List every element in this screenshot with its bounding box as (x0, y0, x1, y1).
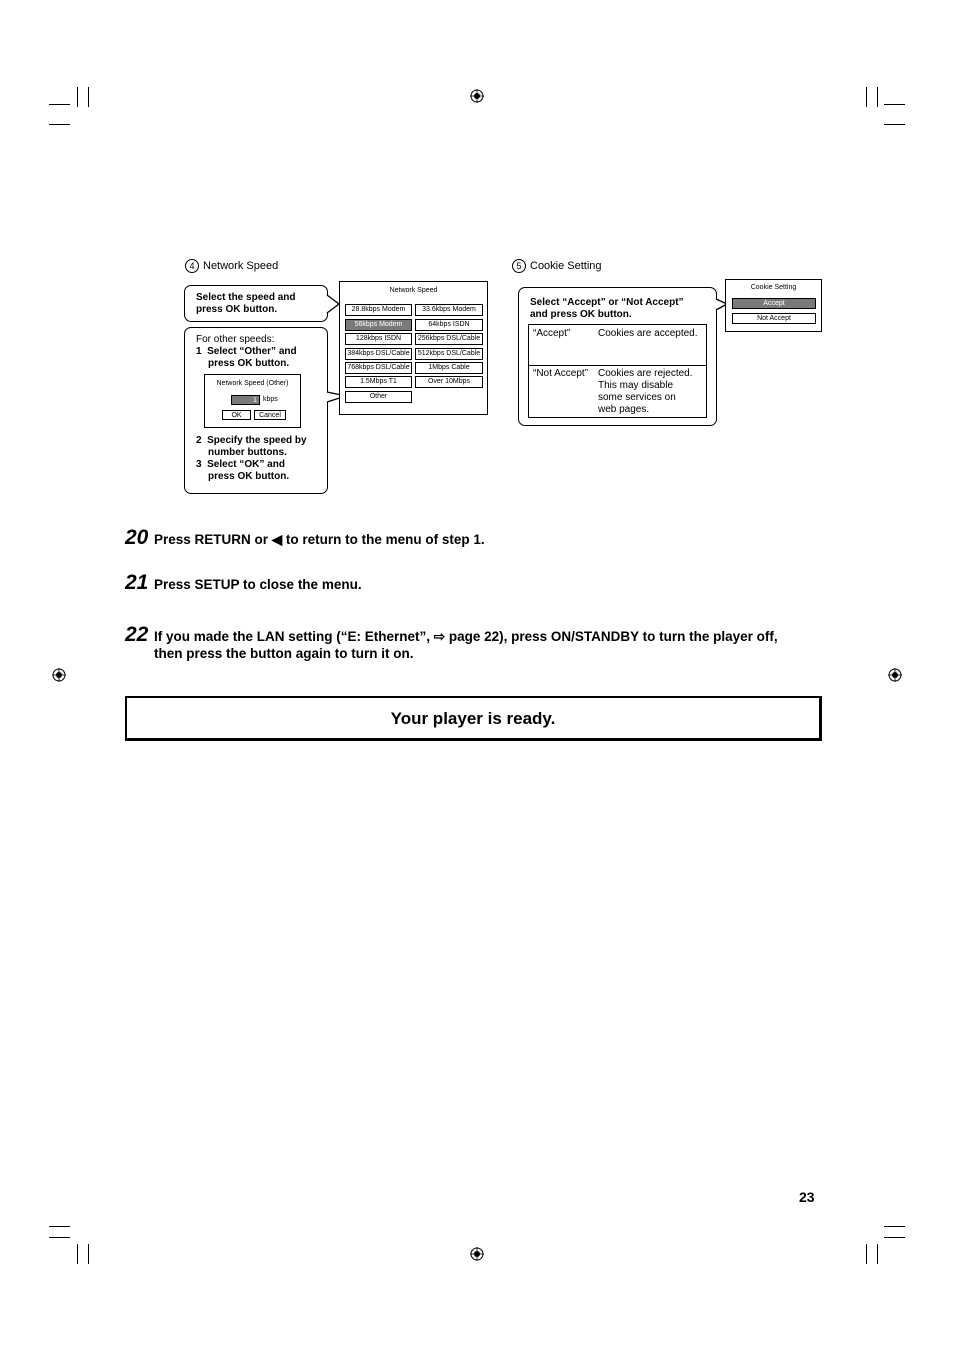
cookie-option-desc: web pages. (598, 404, 650, 415)
registration-mark-icon (470, 89, 484, 103)
step-instruction: Press SETUP to close the menu. (154, 577, 362, 592)
speed-option[interactable]: 512kbps DSL/Cable (415, 348, 483, 360)
speed-value-input[interactable]: 1 (231, 395, 260, 405)
instruction-text: Select “Other” and (207, 346, 297, 357)
speed-unit-label: kbps (263, 396, 278, 403)
registration-mark-icon (888, 668, 902, 682)
instruction-number: 2 (196, 435, 202, 446)
speed-option[interactable]: 256kbps DSL/Cable (415, 333, 483, 345)
instruction-text: press OK button. (208, 471, 290, 482)
cancel-button[interactable]: Cancel (254, 410, 286, 420)
cookie-setting-callout (518, 287, 717, 426)
callout-line: press OK button. (196, 304, 278, 315)
table-row (529, 365, 706, 419)
instruction-text: Specify the speed by (207, 435, 307, 446)
section-cookie-setting-heading (512, 259, 602, 273)
ready-banner-text: Your player is ready. (390, 709, 556, 728)
callout-line: and press OK button. (530, 309, 632, 320)
cookie-option-desc: some services on (598, 392, 676, 403)
speed-option[interactable]: 768kbps DSL/Cable (345, 362, 412, 374)
speed-option[interactable]: 1.5Mbps T1 (345, 376, 412, 388)
network-speed-other-dialog (204, 374, 301, 428)
screen-title: Cookie Setting (750, 284, 797, 291)
step-number: 20 (125, 526, 149, 549)
speed-option-other[interactable]: Other (345, 391, 412, 403)
instruction-number: 1 (196, 346, 202, 357)
step-number: 21 (125, 571, 149, 594)
ready-banner (125, 696, 822, 741)
speed-option[interactable]: 384kbps DSL/Cable (345, 348, 412, 360)
instruction-text: number buttons. (208, 447, 287, 458)
cookie-setting-menu-screen (725, 279, 822, 332)
step-instruction-line: then press the button again to turn it on. (154, 646, 414, 661)
instruction-text: Select “OK” and (207, 459, 285, 470)
cookie-option-name: “Accept” (533, 328, 571, 339)
callout-line: Select “Accept” or “Not Accept” (530, 297, 684, 308)
network-speed-menu-screen (339, 281, 488, 415)
registration-mark-icon (52, 668, 66, 682)
speed-option-selected[interactable]: 56kbps Modem (345, 319, 412, 331)
section-network-speed-heading (185, 259, 278, 273)
instruction-number: 3 (196, 459, 202, 470)
step-number-badge: 5 (512, 259, 526, 273)
speed-option[interactable]: Over 10Mbps (415, 376, 483, 388)
select-speed-callout (184, 285, 328, 322)
step-instruction: Press RETURN or ◀ to return to the menu of step 1. (154, 532, 485, 547)
dialog-title: Network Speed (Other) (216, 380, 289, 387)
other-speeds-callout (184, 327, 328, 494)
cookie-option-desc: Cookies are rejected. (598, 368, 693, 379)
cookie-option-desc: Cookies are accepted. (598, 328, 698, 339)
cookie-option-not-accept[interactable]: Not Accept (732, 313, 816, 324)
section-title: Network Speed (203, 260, 279, 272)
table-row (529, 325, 706, 365)
step-number: 22 (125, 623, 149, 646)
step-instruction (154, 628, 834, 662)
speed-option[interactable]: 1Mbps Cable (415, 362, 483, 374)
instruction-text: press OK button. (208, 358, 290, 369)
cookie-option-name: “Not Accept” (533, 368, 589, 379)
cookie-option-desc: This may disable (598, 380, 674, 391)
step-number-badge: 4 (185, 259, 199, 273)
speed-option[interactable]: 64kbps ISDN (415, 319, 483, 331)
callout-line: Select the speed and (196, 292, 296, 303)
speed-option[interactable]: 33.6kbps Modem (415, 304, 483, 316)
page-number: 23 (799, 1189, 815, 1205)
ok-button[interactable]: OK (222, 410, 251, 420)
cookie-options-table (528, 324, 707, 418)
callout-intro: For other speeds: (196, 334, 275, 345)
registration-mark-icon (470, 1247, 484, 1261)
speed-option[interactable]: 28.8kbps Modem (345, 304, 412, 316)
step-instruction-line: If you made the LAN setting (“E: Ethernet”, ⇨ page 22), press ON/STANDBY to turn the player off, (154, 629, 778, 644)
cookie-option-accept-selected[interactable]: Accept (732, 298, 816, 309)
speed-option[interactable]: 128kbps ISDN (345, 333, 412, 345)
screen-title: Network Speed (389, 287, 438, 294)
section-title: Cookie Setting (530, 260, 602, 272)
